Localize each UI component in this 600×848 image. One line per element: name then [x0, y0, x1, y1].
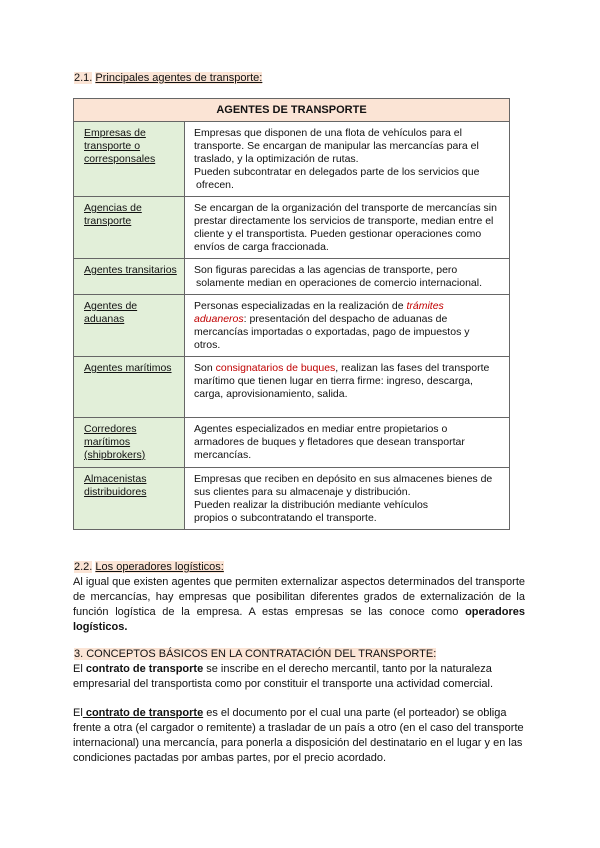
- section-2-2-heading: [74, 561, 224, 575]
- table-header-row: [74, 99, 510, 122]
- description-line: otros.: [194, 339, 221, 351]
- section-2-2-number: 2.2.: [74, 561, 93, 573]
- description-line: Pueden subcontratar en delegados parte de los servicios que: [194, 166, 480, 178]
- description-line: cliente y el transportista. Pueden gestionar operaciones como: [194, 228, 482, 240]
- description-line: [194, 300, 503, 313]
- description-line: Empresas que reciben en depósito en sus almacenes bienes de: [194, 473, 493, 485]
- description-line: mercancías importadas o exportadas, pago de impuestos y: [194, 326, 470, 338]
- agent-name: Agentes transitarios: [74, 259, 185, 295]
- agent-description: [185, 468, 510, 530]
- agent-name: Agentes marítimos: [74, 357, 185, 418]
- agent-name: Empresas de transporte o corresponsales: [74, 122, 185, 197]
- table-row: [74, 357, 510, 418]
- table-row: [74, 122, 510, 197]
- table-row: [74, 259, 510, 295]
- description-line: prestar directamente los servicios de transporte, median entre el: [194, 215, 494, 227]
- description-line: marítimo que tienen lugar en tierra firme: ingreso, descarga,: [194, 375, 473, 387]
- agent-description: [185, 259, 510, 295]
- section-2-1-heading: [74, 72, 262, 86]
- agent-description: [185, 295, 510, 357]
- description-line: ofrecen.: [196, 179, 234, 191]
- paragraph-text: El: [73, 663, 86, 675]
- description-line: Agentes especializados en mediar entre propietarios o: [194, 423, 448, 435]
- agent-name-cell: [74, 418, 185, 468]
- description-text: Son: [194, 362, 216, 374]
- agents-table: [73, 98, 510, 530]
- agent-description: [185, 197, 510, 259]
- paragraph-text: es el documento por el cual una parte (el porteador) se obliga frente a otra (el cargador o remitente) a trasladar de un país a otro (en el caso del transporte internacional) una mercancía, para ponerla a disposición del destinatario en el lugar y en las condiciones pactadas por ambas partes, por el precio acordado.: [73, 707, 524, 764]
- description-line: Empresas que disponen de una flota de vehículos para el: [194, 127, 462, 139]
- description-text: Personas especializadas en la realización de: [194, 300, 407, 312]
- description-text: : presentación del despacho de aduanas de: [243, 313, 448, 325]
- bold-term: contrato de transporte: [82, 707, 204, 719]
- description-line: carga, aprovisionamiento, salida.: [194, 388, 348, 400]
- description-line: sus clientes para su almacenaje y distribución.: [194, 486, 411, 498]
- section-3-paragraph-1: [73, 662, 525, 692]
- paragraph-text: se inscribe en el derecho mercantil, tanto por la naturaleza empresarial del transportista como por constituir el transporte una actividad comercial.: [73, 663, 494, 690]
- description-text: , realizan las fases del transporte: [335, 362, 490, 374]
- section-3-heading: [74, 648, 436, 662]
- section-2-2-title: Los operadores logísticos:: [95, 561, 224, 573]
- section-2-2-paragraph: [73, 575, 525, 635]
- description-line: solamente median en operaciones de comercio internacional.: [196, 277, 483, 289]
- agent-name: Agentes de aduanas: [74, 295, 185, 357]
- description-line: mercancías.: [194, 449, 252, 461]
- paragraph-text: Al igual que existen agentes que permiten externalizar aspectos determinados del transporte de mercancías, hay empresas que posibilitan diferentes grados de externalización de la función logística de la empresa. A estas empresas se las conoce como: [73, 576, 525, 618]
- description-line: Son figuras parecidas a las agencias de transporte, pero: [194, 264, 458, 276]
- section-3-paragraph-2: [73, 706, 525, 766]
- section-3-title: 3. CONCEPTOS BÁSICOS EN LA CONTRATACIÓN DEL TRANSPORTE:: [74, 648, 437, 660]
- agent-description: [185, 418, 510, 468]
- table-row: [74, 468, 510, 530]
- table-row: [74, 418, 510, 468]
- table-header: AGENTES DE TRANSPORTE: [74, 99, 510, 122]
- highlighted-term: consignatarios de buques: [215, 362, 336, 374]
- bold-term: contrato de transporte: [85, 663, 204, 675]
- description-line: traslado, y la optimización de rutas.: [194, 153, 359, 165]
- description-line: Se encargan de la organización del transporte de mercancías sin: [194, 202, 497, 214]
- section-2-1-title: Principales agentes de transporte:: [95, 72, 263, 84]
- paragraph-text: El: [73, 707, 83, 719]
- description-line: armadores de buques y fletadores que desean transportar: [194, 436, 465, 448]
- agent-description: [185, 122, 510, 197]
- description-line: Pueden realizar la distribución mediante vehículos: [194, 499, 429, 511]
- description-line: envíos de carga fraccionada.: [194, 241, 329, 253]
- agent-description: [185, 357, 510, 418]
- description-line: [194, 362, 503, 375]
- description-line: transporte. Se encargan de manipular las mercancías para el: [194, 140, 479, 152]
- highlighted-term: trámites: [406, 300, 444, 312]
- agent-name: Corredores marítimos: [84, 423, 137, 448]
- agent-name: Almacenistas distribuidores: [74, 468, 185, 530]
- bold-term: operadores logísticos.: [73, 606, 525, 633]
- description-line: [194, 313, 503, 326]
- description-line: propios o subcontratando el transporte.: [194, 512, 377, 524]
- agent-name-extra: (shipbrokers): [84, 449, 146, 461]
- table-row: [74, 197, 510, 259]
- section-2-1-number: 2.1.: [74, 72, 93, 84]
- agent-name: Agencias de transporte: [74, 197, 185, 259]
- highlighted-term: aduaneros: [194, 313, 244, 325]
- table-row: [74, 295, 510, 357]
